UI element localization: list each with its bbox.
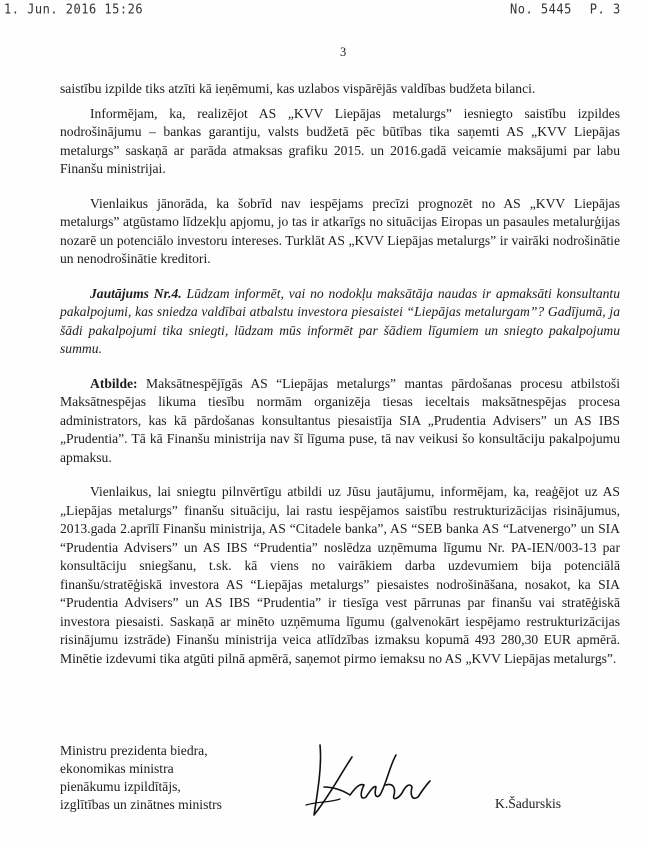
fax-timestamp: 1. Jun. 2016 15:26 <box>4 1 144 17</box>
fax-number-and-page <box>510 1 639 16</box>
signatory-title-line-2: ekonomikas ministra <box>60 761 174 776</box>
signatory-title-line-4: izglītības un zinātnes ministrs <box>60 797 222 812</box>
paragraph-1: saistību izpilde tiks atzīti kā ieņēmumi, kas uzlabos vispārējās valdības budžeta bilanci. <box>60 81 536 96</box>
signatory-title-line-1: Ministru prezidenta biedra, <box>60 743 208 758</box>
question-4 <box>60 285 620 359</box>
paragraph-2: Informējam, ka, realizējot AS „KVV Liepājas metalurgs” iesniegto saistību izpildes nodrošinājumu – bankas garantiju, valsts budžetā pēc būtības tika saņemti AS „KVV Liepājas metalurgs” saskaņā ar parāda atmaksas grafiku 2015. un 2016.gadā veicamie maksājumi par labu Finanšu ministrijai. <box>60 105 620 176</box>
question-4-text: Lūdzam informēt, vai no nodokļu maksātāja naudas ir apmaksāti konsultantu pakalpojumi, kas sniedza valdībai atbalstu investora piesaistei “Liepājas metalurgam”? Gadījumā, ja šādi pakalpojumi tika sniegti, lūdzam mūs informēt par šādiem līgumiem un sniegto pakalpojumu summu. <box>60 285 620 356</box>
answer-4-label: Atbilde: <box>90 375 138 391</box>
signer-name: K.Šadurskis <box>495 796 562 811</box>
fax-number: No. 5445 <box>510 1 572 17</box>
answer-4 <box>60 375 620 468</box>
paragraph-3: Vienlaikus jānorāda, ka šobrīd nav iespējams precīzi prognozēt no AS „KVV Liepājas metalurgs” atgūstamo līdzekļu apjomu, jo tas ir atkarīgs no situācijas Eiropas un pasaules metalurģijas nozarē un potenciālo investoru intereses. Turklāt AS „KVV Liepājas metalurgs” ir vairāki nodrošinātie un nenodrošinātie kreditori. <box>60 195 620 266</box>
question-4-label: Jautājums Nr.4. <box>90 285 182 301</box>
paragraph-6: Vienlaikus, lai sniegtu pilnvērtīgu atbildi uz Jūsu jautājumu, informējam, ka, reaģējot uz AS „Liepājas metalurgs” finanšu situāciju, lai rastu iespējamos saistību restrukturizācijas risinājumus, 2013.gada 2.aprīlī Finanšu ministrija, AS “Citadele banka”, AS “SEB banka AS “Latvenergo” un SIA “Prudentia Advisers” un AS IBS “Prudentia” noslēdza uzņēmuma līgumu Nr. PA-IEN/003-13 par konsultāciju sniegšanu, t.sk. kā viens no vairākiem darba uzdevumiem bija potenciālā finanšu/stratēģiskā investora AS “Liepājas metalurgs” piesaistes nodrošināšana, nosakot, ka SIA “Prudentia Advisers” un AS IBS “Prudentia” ir tiesīga vest pārrunas par finanšu vai stratēģiskā investora piesaisti. Saskaņā ar minēto uzņēmuma līgumu (galvenokārt iespējamo restrukturizācijas risinājumu izstrāde) Finanšu ministrija veica atlīdzības izmaksu kopumā 493 280,30 EUR apmērā. Minētie izdevumi tika atgūti pilnā apmērā, saņemot pirmo iemaksu no AS „KVV Liepājas metalurgs”. <box>60 484 620 666</box>
signatory-title-line-3: pienākumu izpildītājs, <box>60 779 181 794</box>
fax-page: P. 3 <box>589 1 621 17</box>
document-body <box>60 80 620 668</box>
handwritten-signature <box>300 735 450 825</box>
signatory-title <box>60 742 222 814</box>
page-number: 3 <box>340 45 347 59</box>
answer-4-text: Maksātnespējīgās AS “Liepājas metalurgs” mantas pārdošanas procesu atbilstoši Maksātnespējas likuma tiesību normām organizēja tiesas ieceltais maksātnespējas procesa administrators, kas kā pārdošanas konsultantus piesaistīja SIA „Prudentia Advisers” un AS IBS „Prudentia”. Tā kā Finanšu ministrija nav šī līguma puse, tā nav veikusi šo konsultāciju pakalpojumu apmaksu. <box>60 375 620 465</box>
